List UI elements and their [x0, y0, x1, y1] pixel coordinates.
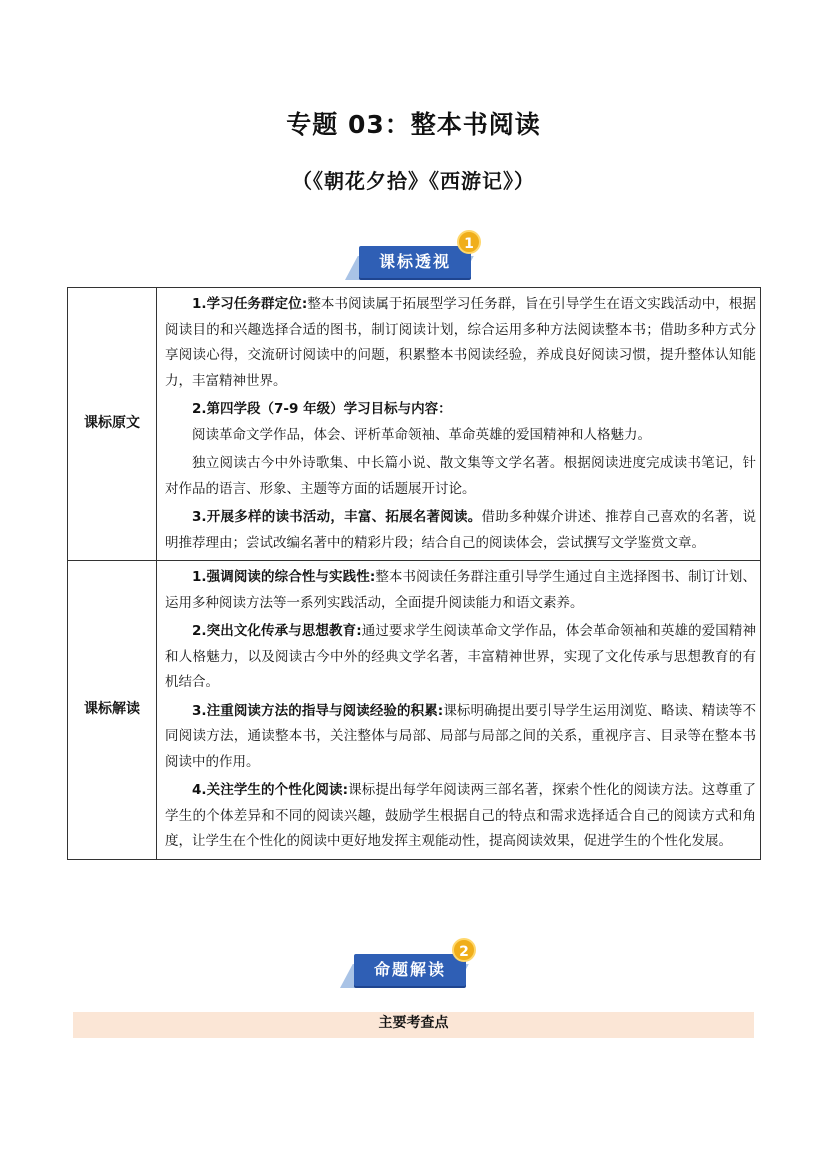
section-badge-proposition	[340, 944, 480, 996]
row-header-interpretation: 课标解读	[68, 561, 157, 860]
paragraph-text: 课标明确提出要引导学生运用浏览、略读、精读等不同阅读方法，通读整本书，关注整体与局部、局部与局部之间的关系，重视序言、目录等在整本书阅读中的作用。	[165, 702, 757, 770]
row-header-original: 课标原文	[68, 288, 157, 561]
paragraph-heading: 2.突出文化传承与思想教育:	[192, 623, 362, 639]
paragraph	[165, 397, 756, 423]
page-subtitle: （《朝花夕拾》《西游记》）	[292, 169, 535, 193]
page-title: 专题 03：整本书阅读	[286, 110, 541, 139]
paragraph-text: 整本书阅读属于拓展型学习任务群，旨在引导学生在语文实践活动中，根据阅读目的和兴趣选择合适的图书，制订阅读计划，综合运用多种方法阅读整本书；借助多种方式分享阅读心得，交流研讨阅读中的问题，积累整本书阅读经验，养成良好阅读习惯，提升整体认知能力，丰富精神世界。	[165, 296, 757, 389]
badge-label: 课标透视	[359, 246, 471, 278]
paragraph-text: 课标提出每学年阅读两三部名著，探索个性化的阅读方法。这尊重了学生的个体差异和不同的阅读兴趣，鼓励学生根据自己的特点和需求选择适合自己的阅读方式和角度，让学生在个性化的阅读中更好地发挥主观能动性，提高阅读效果，促进学生的个性化发展。	[165, 782, 756, 849]
paragraph-text: 借助多种媒介讲述、推荐自己喜欢的名著，说明推荐理由；尝试改编名著中的精彩片段；结合自己的阅读体会，尝试撰写文学鉴赏文章。	[165, 509, 756, 551]
paragraph	[165, 619, 756, 696]
paragraph	[165, 565, 756, 616]
paragraph	[165, 451, 756, 502]
paragraph-heading: 3.开展多样的读书活动，丰富、拓展名著阅读。	[192, 509, 482, 525]
paragraph	[165, 699, 756, 776]
table-row	[68, 561, 761, 860]
curriculum-standards-table	[67, 287, 761, 860]
paragraph-heading: 1.强调阅读的综合性与实践性:	[192, 569, 376, 585]
paragraph-text: 通过要求学生阅读革命文学作品，体会革命领袖和英雄的爱国精神和人格魅力，以及阅读古今中外的经典文学名著，丰富精神世界，实现了文化传承与思想教育的有机结合。	[165, 623, 757, 690]
paragraph-heading: 2.第四学段（7-9 年级）学习目标与内容：	[192, 401, 452, 417]
badge-number-icon: 1	[457, 230, 481, 254]
section-badge-standards	[345, 236, 485, 288]
row-body-interpretation	[157, 561, 761, 860]
paragraph-heading: 3.注重阅读方法的指导与阅读经验的积累:	[192, 702, 444, 719]
paragraph-heading: 4.关注学生的个性化阅读:	[192, 782, 349, 798]
paragraph	[165, 778, 756, 855]
paragraph	[165, 505, 756, 556]
paragraph	[165, 292, 756, 394]
paragraph-text: 阅读革命文学作品，体会、评析革命领袖、革命英雄的爱国精神和人格魅力。	[192, 426, 651, 443]
paragraph	[165, 423, 756, 449]
key-points-header: 主要考查点	[73, 1012, 754, 1038]
table-row	[68, 288, 761, 561]
badge-label: 命题解读	[354, 954, 466, 986]
paragraph-text: 独立阅读古今中外诗歌集、中长篇小说、散文集等文学名著。根据阅读进度完成读书笔记，针对作品的语言、形象、主题等方面的话题展开讨论。	[165, 455, 756, 497]
badge-number-icon: 2	[452, 938, 476, 962]
row-body-original	[157, 288, 761, 561]
paragraph-heading: 1.学习任务群定位:	[192, 296, 308, 312]
paragraph-text: 整本书阅读任务群注重引导学生通过自主选择图书、制订计划、运用多种阅读方法等一系列实践活动，全面提升阅读能力和语文素养。	[165, 569, 757, 611]
